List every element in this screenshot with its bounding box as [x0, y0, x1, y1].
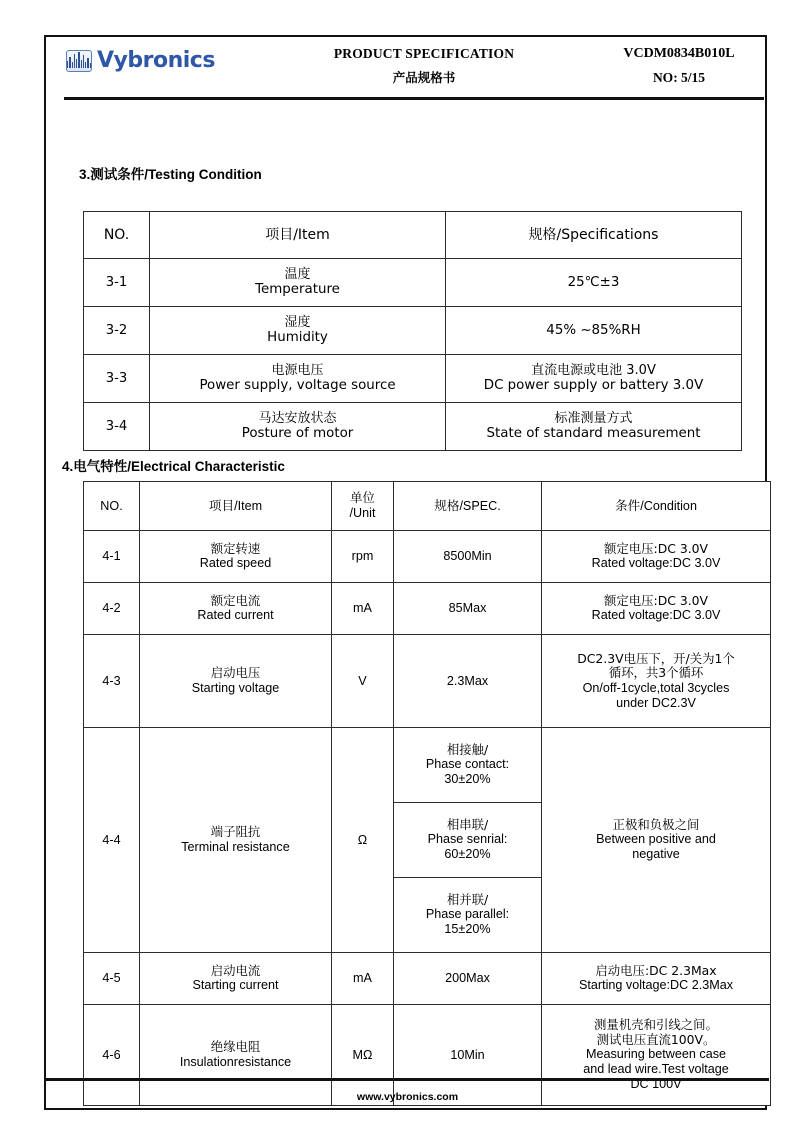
- header-title-block: [259, 46, 589, 86]
- table-row: [84, 355, 742, 403]
- row-spec-en: State of standard measurement: [486, 426, 701, 442]
- row-item-cn: 额定转速: [210, 540, 261, 556]
- sub-label-en: Phase parallel:: [425, 907, 510, 922]
- row-spec: 85Max: [394, 583, 542, 635]
- row-unit: rpm: [332, 531, 394, 583]
- model-number: VCDM0834B010L: [623, 46, 735, 61]
- col-header-no: NO.: [84, 482, 140, 531]
- table-header-row: [84, 212, 742, 259]
- row-item-en: Terminal resistance: [181, 839, 290, 854]
- sub-label-cn: 相并联/: [446, 891, 489, 907]
- row-item: [140, 953, 332, 1005]
- row-item-cn: 启动电流: [210, 962, 261, 978]
- row-condition-en: Starting voltage:DC 2.3Max: [579, 978, 733, 993]
- row-condition-en: Rated voltage:DC 3.0V: [591, 556, 721, 571]
- table-row: [84, 531, 771, 583]
- row-spec-en: 45% ~85%RH: [546, 322, 641, 338]
- table-row: [84, 728, 771, 803]
- sub-label-en: Phase contact:: [425, 757, 510, 772]
- row-condition: [542, 635, 771, 728]
- sub-value: 15±20%: [444, 922, 491, 937]
- row-item-cn: 端子阻抗: [210, 824, 261, 840]
- row-no: 4-2: [84, 583, 140, 635]
- row-condition: [542, 953, 771, 1005]
- header-title-cn: 产品规格书: [392, 71, 456, 85]
- row-item-en: Power supply, voltage source: [199, 378, 396, 394]
- footer-divider: [46, 1078, 769, 1081]
- header-model-block: [594, 46, 764, 86]
- row-unit: V: [332, 635, 394, 728]
- row-condition-line-4: and lead wire.Test voltage: [583, 1062, 729, 1077]
- row-condition-line-2: negative: [632, 847, 680, 862]
- document-header: [54, 40, 757, 102]
- table-row: [84, 953, 771, 1005]
- col-header-unit-cn: 单位: [350, 491, 375, 506]
- row-item: [150, 259, 446, 307]
- table-row: [84, 259, 742, 307]
- section-3-title: 3.测试条件/Testing Condition: [79, 167, 262, 182]
- row-no: 3-4: [84, 403, 150, 451]
- table-row: [84, 583, 771, 635]
- row-item: [140, 635, 332, 728]
- row-item: [140, 728, 332, 953]
- row-item-cn: 马达安放状态: [258, 410, 337, 426]
- row-no: 3-1: [84, 259, 150, 307]
- row-no: 4-5: [84, 953, 140, 1005]
- row-item: [140, 531, 332, 583]
- sub-value: 30±20%: [444, 772, 491, 787]
- row-item-cn: 额定电流: [210, 592, 261, 608]
- page-number: NO: 5/15: [652, 70, 706, 85]
- row-condition-en: Rated voltage:DC 3.0V: [591, 608, 721, 623]
- row-condition-line-1: Between positive and: [596, 832, 716, 847]
- company-logo: [66, 50, 215, 72]
- sub-label-cn: 相串联/: [446, 816, 489, 832]
- col-header-item: 项目/Item: [150, 212, 446, 259]
- table-row: [84, 307, 742, 355]
- row-item-en: Starting current: [192, 978, 279, 993]
- electrical-characteristic-table: [83, 481, 771, 1106]
- row-condition-cn: 启动电压:DC 2.3Max: [595, 962, 717, 978]
- row-spec: 2.3Max: [394, 635, 542, 728]
- row-item: [150, 355, 446, 403]
- table-row: [84, 635, 771, 728]
- col-header-item: 项目/Item: [140, 482, 332, 531]
- row-item-cn: 绝缘电阻: [210, 1039, 261, 1055]
- row-unit: mA: [332, 953, 394, 1005]
- row-item-en: Insulationresistance: [179, 1054, 292, 1069]
- logo-text: Vybronics: [97, 48, 215, 73]
- footer-website: www.vybronics.com: [356, 1091, 459, 1103]
- row-condition: [542, 583, 771, 635]
- row-condition-line-4: under DC2.3V: [616, 695, 696, 710]
- row-condition-line-3: On/off-1cycle,total 3cycles: [582, 680, 730, 695]
- row-no: 3-3: [84, 355, 150, 403]
- row-no: 4-4: [84, 728, 140, 953]
- table-header-row: [84, 482, 771, 531]
- row-no: 4-6: [84, 1005, 140, 1106]
- row-spec-cn: 直流电源或电池 3.0V: [531, 362, 656, 378]
- row-condition-line-1: DC2.3V电压下，开/关为1个: [577, 650, 735, 666]
- row-condition-line-1: 测量机壳和引线之间。: [594, 1017, 718, 1033]
- row-spec: [446, 307, 742, 355]
- sub-value: 60±20%: [444, 847, 491, 862]
- row-item-en: Posture of motor: [241, 426, 354, 442]
- row-spec-sub-serial: [394, 803, 542, 878]
- row-condition: [542, 728, 771, 953]
- row-item-en: Starting voltage: [191, 680, 280, 695]
- row-condition: [542, 531, 771, 583]
- row-spec: 10Min: [394, 1005, 542, 1106]
- row-no: 4-1: [84, 531, 140, 583]
- row-item-en: Humidity: [267, 330, 328, 346]
- row-condition-line-5: DC 100V: [630, 1077, 682, 1092]
- row-condition-cn: 额定电压:DC 3.0V: [603, 592, 709, 608]
- col-header-condition: 条件/Condition: [542, 482, 771, 531]
- row-item-en: Temperature: [255, 282, 340, 298]
- row-item: [140, 583, 332, 635]
- sub-label-cn: 相接触/: [446, 741, 489, 757]
- header-title-en: PRODUCT SPECIFICATION: [333, 46, 515, 61]
- row-spec-cn: 标准测量方式: [554, 410, 633, 426]
- row-spec: [446, 259, 742, 307]
- col-header-spec: 规格/Specifications: [446, 212, 742, 259]
- row-item-cn: 温度: [284, 266, 311, 282]
- row-item-cn: 启动电压: [210, 665, 261, 681]
- row-spec: 200Max: [394, 953, 542, 1005]
- document-page: [44, 35, 767, 1110]
- waveform-icon: [66, 50, 92, 72]
- col-header-no: NO.: [84, 212, 150, 259]
- sub-label-en: Phase senrial:: [427, 832, 508, 847]
- row-no: 4-3: [84, 635, 140, 728]
- row-spec: [446, 355, 742, 403]
- testing-condition-table: [83, 211, 742, 451]
- row-item-cn: 湿度: [284, 314, 311, 330]
- row-unit: mA: [332, 583, 394, 635]
- col-header-unit: [332, 482, 394, 531]
- row-condition-line-2: 循环，共3个循环: [608, 665, 704, 681]
- row-item-cn: 电源电压: [271, 362, 324, 378]
- section-4-title: 4.电气特性/Electrical Characteristic: [62, 459, 285, 474]
- table-row: [84, 403, 742, 451]
- row-item-en: Rated current: [197, 608, 274, 623]
- header-divider: [64, 97, 764, 100]
- row-condition-cn: 正极和负极之间: [612, 816, 700, 832]
- row-condition-line-2: 测试电压直流100V。: [596, 1031, 716, 1047]
- row-unit: MΩ: [332, 1005, 394, 1106]
- row-spec: [446, 403, 742, 451]
- row-condition-line-3: Measuring between case: [585, 1047, 726, 1062]
- row-no: 3-2: [84, 307, 150, 355]
- col-header-spec: 规格/SPEC.: [394, 482, 542, 531]
- row-item: [150, 403, 446, 451]
- row-spec-sub-contact: [394, 728, 542, 803]
- row-item: [150, 307, 446, 355]
- row-item-en: Rated speed: [199, 556, 272, 571]
- row-spec-en: 25℃±3: [567, 274, 620, 290]
- col-header-unit-en: /Unit: [349, 505, 376, 520]
- row-spec-sub-parallel: [394, 878, 542, 953]
- row-condition-cn: 额定电压:DC 3.0V: [603, 540, 709, 556]
- row-spec-en: DC power supply or battery 3.0V: [483, 378, 704, 394]
- row-spec: 8500Min: [394, 531, 542, 583]
- row-unit: Ω: [332, 728, 394, 953]
